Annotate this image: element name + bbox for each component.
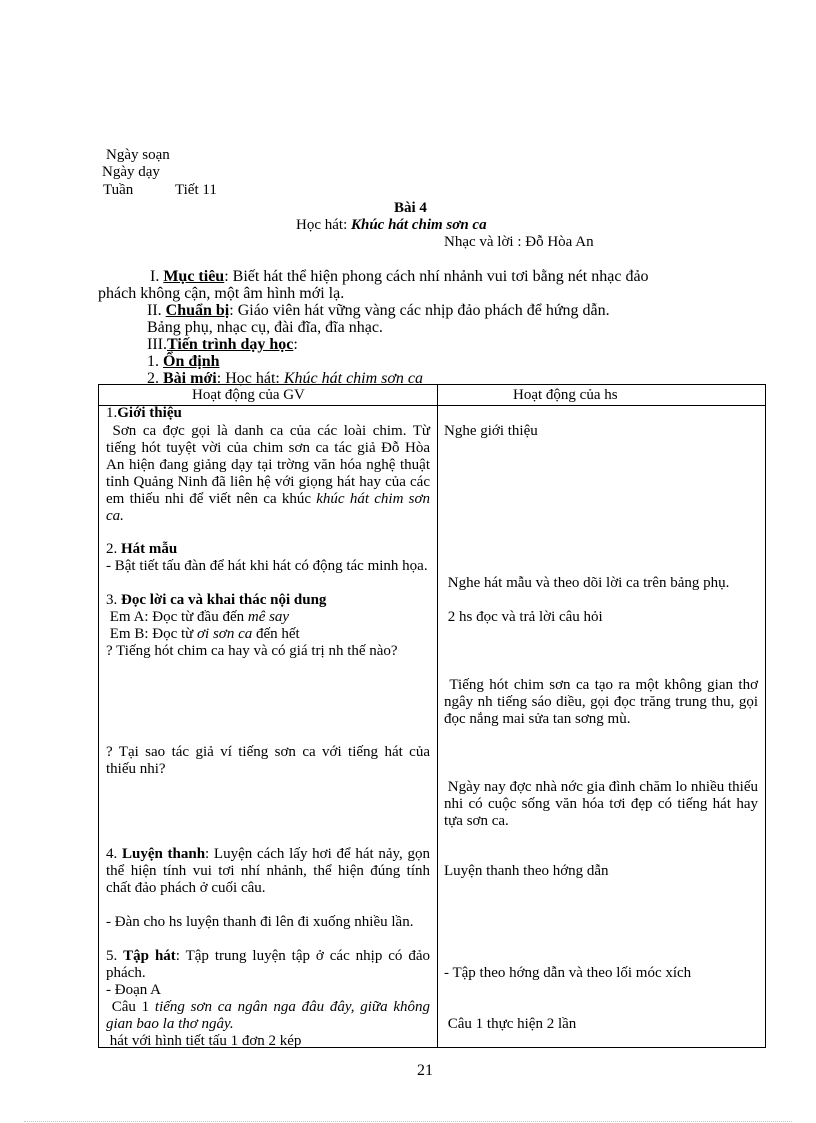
page-bottom-divider (24, 1121, 792, 1122)
gv-section-5 (106, 948, 430, 982)
hs-response-7: - Tập theo hớng dẫn và theo lối móc xích (444, 965, 692, 981)
on-dinh-num: 1. (147, 353, 159, 370)
gv-section-4-text-2: - Đàn cho hs luyện thanh đi lên đi xuống nhiều lần. (106, 914, 414, 930)
s4-p1: : Luyện cách lấy hơi để hát nảy, gọn thể hiện tính vui tơi nhí nhảnh, thể hiện đúng tính chất đảo phách ở cuối câu. (106, 846, 430, 896)
gv-section-2-heading (106, 541, 430, 558)
chuan-bi-num: II. (147, 302, 162, 319)
chuan-bi-label: Chuẩn bị (165, 302, 230, 319)
r5-text: Ngày nay đợc nhà nớc gia đình chăm lo nhiều thiếu nhi có cuộc sống văn hóa tơi đẹp có tiếng hát hay tựa sơn ca. (444, 779, 758, 829)
gv-section-5-doan: - Đoạn A (106, 982, 161, 998)
hs-response-8 (444, 1016, 758, 1033)
col-header-gv: Hoạt động của GV (192, 387, 305, 403)
s1-song: khúc hát chim sơn ca. (106, 491, 430, 524)
tiet: Tiết 11 (175, 182, 217, 198)
muc-tieu-text: : Biết hát thể hiện phong cách nhí nhảnh vui tơi bằng nét nhạc đảo (224, 268, 649, 285)
muc-tieu-label: Mục tiêu (163, 268, 225, 285)
hs-response-6: Luyện thanh theo hớng dẫn (444, 863, 609, 879)
gv-section-5-cau1 (106, 999, 430, 1033)
hs-response-2 (444, 575, 758, 592)
s5-num: 5. (106, 948, 118, 964)
r3-text: 2 hs đọc và trả lời câu hỏi (447, 609, 603, 625)
on-dinh-label: Ổn định (163, 353, 220, 370)
s3-a-pre: Em A: Đọc từ đầu đến (109, 609, 245, 625)
s1-p1: Sơn ca đợc gọi là danh ca của các loài chim. Từ tiếng hót tuyệt vời của chim sơn ca tác giả Đỗ Hòa An hiện đang giảng dạy tại trờng văn hóa nghệ thuật tỉnh Quảng Ninh đã liên hệ với giọng hát hay của các em thiếu nhi để viết nên ca khúc (106, 423, 430, 507)
gv-section-1-heading (106, 405, 430, 422)
gv-section-4 (106, 846, 430, 897)
hoc-hat-prefix: Học hát: (296, 217, 348, 233)
gv-section-3-question-1: ? Tiếng hót chim ca hay và có giá trị nh thế nào? (106, 643, 398, 659)
on-dinh-line (147, 353, 219, 370)
author-line: Nhạc và lời : Đỗ Hòa An (444, 234, 594, 250)
col-header-hs: Hoạt động của hs (513, 387, 618, 403)
s5-cau1-it: tiếng sơn ca ngân nga đâu đây, giữa không gian bao la thơ ngây. (106, 999, 430, 1032)
hs-response-4 (444, 677, 758, 728)
s5-last: hát với hình tiết tấu 1 đơn 2 kép (109, 1033, 302, 1049)
gv-section-3-em-b (106, 626, 430, 643)
s3-b-post: đến hết (255, 626, 300, 642)
chuan-bi-text: : Giáo viên hát vững vàng các nhịp đảo phách để hứng dẫn. (229, 302, 610, 319)
s5-cau1-pre: Câu 1 (111, 999, 150, 1015)
s4-num: 4. (106, 846, 118, 862)
s2-num: 2. (106, 541, 118, 557)
bai-moi-song: Khúc hát chim sơn ca (283, 370, 424, 387)
table-column-divider (437, 384, 438, 1048)
gv-section-5-last (106, 1033, 430, 1050)
gv-section-3-heading (106, 592, 430, 609)
tien-trinh-num: III. (147, 336, 167, 353)
gv-section-3-em-a (106, 609, 430, 626)
chuan-bi-line (147, 302, 610, 319)
tien-trinh-colon: : (293, 336, 298, 353)
tuan: Tuần (103, 182, 134, 198)
s5-label: Tập hát (123, 948, 176, 964)
s3-label: Đọc lời ca và khai thác nội dung (121, 592, 327, 608)
bai-moi-text: : Học hát: (216, 370, 280, 387)
r2-text: Nghe hát mẫu và theo dõi lời ca trên bảng phụ. (447, 575, 730, 591)
s5-p1: : Tập trung luyện tập ở các nhịp có đảo phách. (106, 948, 430, 981)
s3-b-it: ơi sơn ca (197, 626, 253, 642)
gv-section-3-question-2: ? Tại sao tác giả ví tiếng sơn ca với tiếng hát của thiếu nhi? (106, 744, 430, 777)
gv-section-2-text: - Bật tiết tấu đàn để hát khi hát có động tác minh họa. (106, 558, 428, 574)
s3-a-it: mê say (247, 609, 290, 625)
muc-tieu-line (150, 268, 649, 285)
s1-num: 1. (106, 405, 118, 421)
gv-section-1-text (106, 423, 430, 525)
lesson-title (296, 217, 487, 234)
hs-response-5 (444, 779, 758, 830)
s2-label: Hát mẫu (121, 541, 178, 557)
tien-trinh-line (147, 336, 298, 353)
r8-text: Câu 1 thực hiện 2 lần (447, 1016, 577, 1032)
s3-b-pre: Em B: Đọc từ (109, 626, 194, 642)
lesson-number: Bài 4 (394, 200, 427, 216)
s3-num: 3. (106, 592, 118, 608)
hs-response-1: Nghe giới thiệu (444, 423, 538, 439)
ngay-day: Ngày dạy (102, 164, 160, 180)
r4-text: Tiếng hót chim sơn ca tạo ra một không gian thơ ngây nh tiếng sáo diều, gọi đọc trăng trung thu, gọi đọc nắng mai sửa tan sơng mù. (444, 677, 758, 727)
hs-response-3 (444, 609, 758, 626)
song-title: Khúc hát chim sơn ca (350, 217, 487, 233)
tien-trinh-label: Tiến trình dạy học (166, 336, 294, 353)
bai-moi-label: Bài mới (163, 370, 217, 387)
ngay-soan: Ngày soạn (106, 147, 170, 163)
muc-tieu-line2: phách không cận, một âm hình mới lạ. (98, 285, 345, 302)
page-number: 21 (417, 1062, 433, 1079)
s1-label: Giới thiệu (117, 405, 182, 421)
s4-label: Luyện thanh (121, 846, 206, 862)
bai-moi-num: 2. (147, 370, 159, 387)
muc-tieu-num: I. (150, 268, 160, 285)
chuan-bi-line2: Bảng phụ, nhạc cụ, đài đĩa, đĩa nhạc. (147, 319, 383, 336)
